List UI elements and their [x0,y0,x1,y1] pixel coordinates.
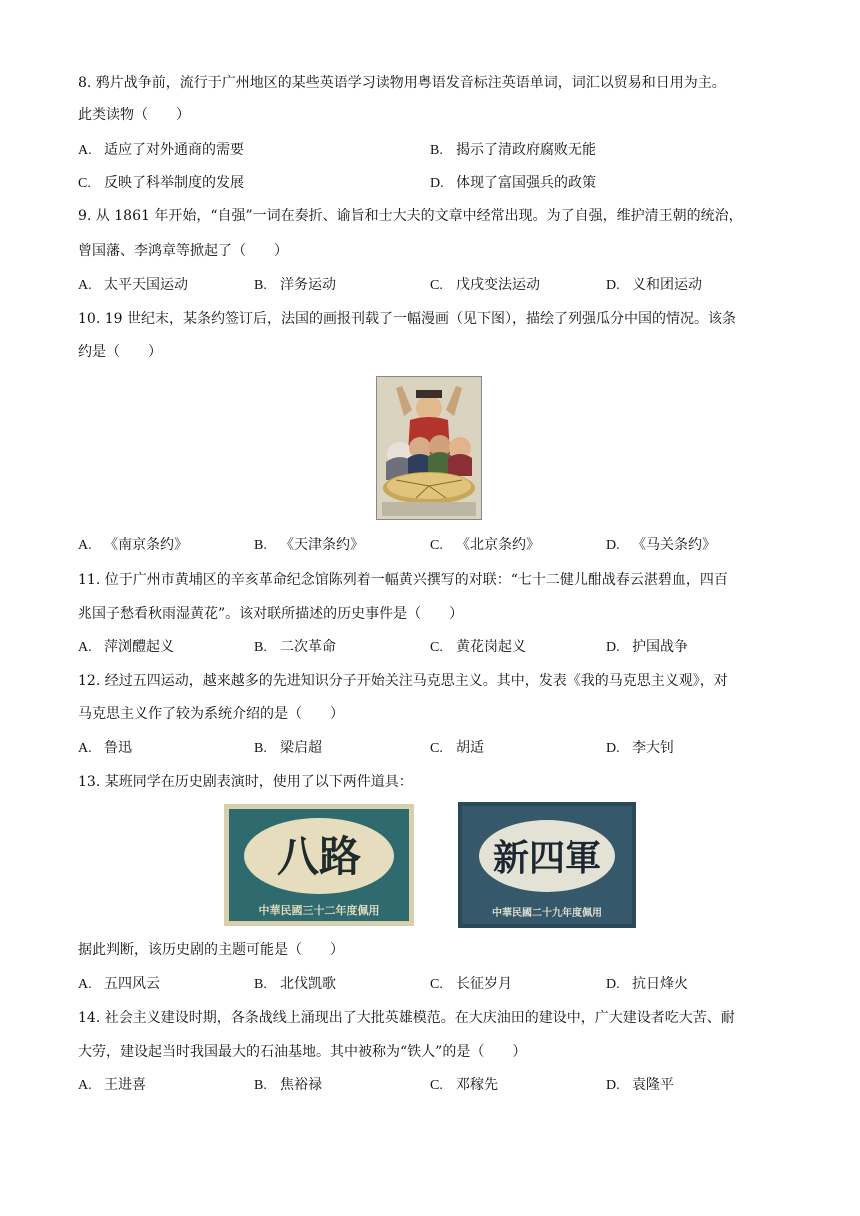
q9-stem-line2: 曾国藩、李鸿章等掀起了（ ） [78,243,288,259]
q11-stem-line1: 11. 位于广州市黄埔区的辛亥革命纪念馆陈列着一幅黄兴撰写的对联：“七十二健儿酣战春云湛碧血，四百 [78,572,728,588]
q8-stem-line1: 8. 鸦片战争前，流行于广州地区的某些英语学习读物用粤语发音标注英语单词，词汇以贸易和日用为主。 [78,75,726,91]
q10-option-d: D. 《马关条约》 [606,537,716,553]
badge2-sub-text: 中華民國二十九年度佩用 [492,908,602,919]
new-fourth-army-badge [458,802,636,928]
q8-option-a: A. 适应了对外通商的需要 [78,142,244,158]
q14-stem-line1: 14. 社会主义建设时期，各条战线上涌现出了大批英雄模范。在大庆油田的建设中，广大建设者吃大苦、耐 [78,1010,735,1026]
badge2-main-text: 新四軍 [492,838,602,879]
q8-option-c: C. 反映了科举制度的发展 [78,175,244,191]
q10-stem-line2: 约是（ ） [78,344,162,360]
q9-option-a: A. 太平天国运动 [78,277,188,293]
q13-option-c: C. 长征岁月 [430,976,512,992]
q10-stem-line1: 10. 19 世纪末，某条约签订后，法国的画报刊载了一幅漫画（见下图），描绘了列强瓜分中国的情况。该条 [78,311,736,327]
q10-option-b: B. 《天津条约》 [254,537,364,553]
q10-option-a: A. 《南京条约》 [78,537,188,553]
q12-option-c: C. 胡适 [430,740,484,756]
q9-option-c: C. 戊戌变法运动 [430,277,540,293]
q10-option-c: C. 《北京条约》 [430,537,540,553]
eighth-route-army-badge [224,804,414,926]
q9-stem-line1: 9. 从 1861 年开始，“自强”一词在奏折、谕旨和士大夫的文章中经常出现。为了自强，维护清王朝的统治， [78,208,743,224]
q14-stem-line2: 大劳，建设起当时我国最大的石油基地。其中被称为“铁人”的是（ ） [78,1044,527,1060]
q9-option-b: B. 洋务运动 [254,277,336,293]
q13-option-b: B. 北伐凯歌 [254,976,336,992]
badge1-main-text: 八路 [276,832,362,881]
q11-option-b: B. 二次革命 [254,639,336,655]
q12-stem-line1: 12. 经过五四运动，越来越多的先进知识分子开始关注马克思主义。其中，发表《我的马克思主义观》，对 [78,673,728,689]
q11-stem-line2: 兆国子愁看秋雨湿黄花”。该对联所描述的历史事件是（ ） [78,606,464,622]
q9-option-d: D. 义和团运动 [606,277,702,293]
q13-option-a: A. 五四风云 [78,976,160,992]
q14-option-a: A. 王进喜 [78,1077,146,1093]
q13-stem-line1: 13. 某班同学在历史剧表演时，使用了以下两件道具： [78,774,413,790]
q14-option-d: D. 袁隆平 [606,1077,674,1093]
q8-option-d: D. 体现了富国强兵的政策 [430,175,596,191]
q12-stem-line2: 马克思主义作了较为系统介绍的是（ ） [78,706,344,722]
q12-option-b: B. 梁启超 [254,740,322,756]
q8-stem-line2: 此类读物（ ） [78,107,190,123]
q12-option-a: A. 鲁迅 [78,740,132,756]
q14-option-b: B. 焦裕禄 [254,1077,322,1093]
q11-option-a: A. 萍浏醴起义 [78,639,174,655]
partition-cartoon-image [376,376,482,520]
q11-option-c: C. 黄花岗起义 [430,639,526,655]
q13-option-d: D. 抗日烽火 [606,976,688,992]
q12-option-d: D. 李大钊 [606,740,674,756]
q13-stem-line2: 据此判断，该历史剧的主题可能是（ ） [78,942,344,958]
q8-option-b: B. 揭示了清政府腐败无能 [430,142,596,158]
badge1-sub-text: 中華民國三十二年度佩用 [258,904,380,917]
q11-option-d: D. 护国战争 [606,639,688,655]
q14-option-c: C. 邓稼先 [430,1077,498,1093]
